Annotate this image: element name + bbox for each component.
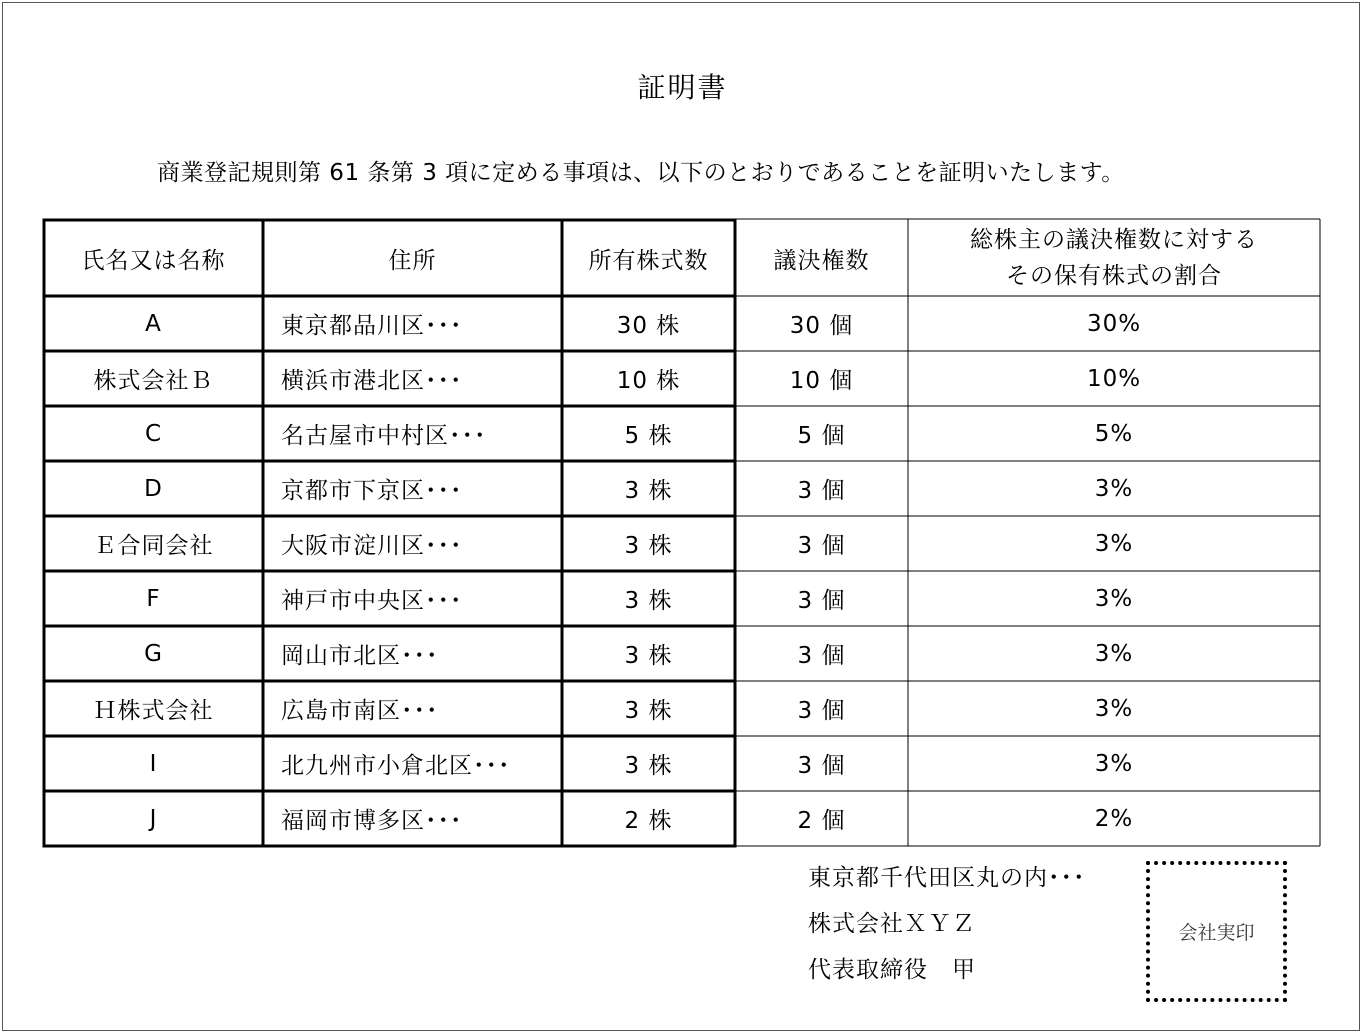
cell-ratio: 3% <box>1094 530 1134 557</box>
cell-shares: 3 株 <box>624 753 673 779</box>
cell-shares: 3 株 <box>624 478 673 504</box>
cell-votes: 3 個 <box>797 753 846 779</box>
cell-votes: 10 個 <box>789 368 854 394</box>
cell-shares: 3 株 <box>624 588 673 614</box>
cell-shares: 10 株 <box>616 368 681 394</box>
cell-votes: 3 個 <box>797 588 846 614</box>
cell-address: 岡山市北区･･･ <box>281 643 439 669</box>
cell-address: 大阪市淀川区･･･ <box>281 533 463 559</box>
cell-votes: 3 個 <box>797 478 846 504</box>
cell-shares: 3 株 <box>624 698 673 724</box>
cell-address: 横浜市港北区･･･ <box>281 368 463 394</box>
header-shares: 所有株式数 <box>588 247 709 274</box>
cell-ratio: 3% <box>1094 640 1134 667</box>
signature-company: 株式会社ＸＹＺ <box>808 911 976 937</box>
cell-shares: 3 株 <box>624 643 673 669</box>
cell-ratio: 10% <box>1086 365 1142 392</box>
cell-address: 名古屋市中村区･･･ <box>281 423 487 449</box>
cell-name: C <box>144 420 163 447</box>
seal-label: 会社実印 <box>1178 922 1255 944</box>
cell-votes: 30 個 <box>789 313 854 339</box>
cell-name: I <box>149 750 158 777</box>
intro-sentence: 商業登記規則第 61 条第 3 項に定める事項は、以下のとおりであることを証明いたします。 <box>157 160 1125 186</box>
cell-name: Ｈ株式会社 <box>93 698 214 724</box>
cell-address: 広島市南区･･･ <box>281 698 439 724</box>
document-title: 証明書 <box>637 71 728 104</box>
signature-representative: 代表取締役 甲 <box>808 957 976 983</box>
header-ratio-line2: その保有株式の割合 <box>1006 263 1222 289</box>
cell-name: 株式会社Ｂ <box>93 368 214 394</box>
header-ratio <box>908 220 1320 296</box>
cell-votes: 3 個 <box>797 698 846 724</box>
cell-address: 福岡市博多区･･･ <box>281 808 463 834</box>
cell-name: D <box>144 475 163 502</box>
cell-address: 京都市下京区･･･ <box>281 478 463 504</box>
cell-votes: 3 個 <box>797 533 846 559</box>
cell-ratio: 3% <box>1094 475 1134 502</box>
cell-name: J <box>149 805 158 832</box>
cell-ratio: 30% <box>1086 310 1142 337</box>
cell-ratio: 3% <box>1094 585 1134 612</box>
cell-address: 東京都品川区･･･ <box>281 313 463 339</box>
header-name: 氏名又は名称 <box>81 247 226 274</box>
cell-address: 北九州市小倉北区･･･ <box>281 753 511 779</box>
cell-ratio: 3% <box>1094 750 1134 777</box>
cell-address: 神戸市中央区･･･ <box>281 588 463 614</box>
cell-votes: 3 個 <box>797 643 846 669</box>
cell-ratio: 2% <box>1094 805 1134 832</box>
cell-name: F <box>146 585 161 612</box>
cell-shares: 5 株 <box>624 423 673 449</box>
signature-address: 東京都千代田区丸の内･･･ <box>808 865 1086 891</box>
cell-ratio: 3% <box>1094 695 1134 722</box>
cell-name: A <box>145 310 162 337</box>
cell-shares: 30 株 <box>616 313 681 339</box>
cell-ratio: 5% <box>1094 420 1134 447</box>
company-seal-box <box>1146 861 1287 1002</box>
cell-name: Ｅ合同会社 <box>93 533 214 559</box>
header-ratio-line1: 総株主の議決権数に対する <box>970 227 1258 253</box>
header-votes: 議決権数 <box>773 247 870 274</box>
cell-shares: 2 株 <box>624 808 673 834</box>
header-address: 住所 <box>388 247 437 274</box>
cell-votes: 5 個 <box>797 423 846 449</box>
cell-votes: 2 個 <box>797 808 846 834</box>
cell-shares: 3 株 <box>624 533 673 559</box>
cell-name: G <box>144 640 163 667</box>
